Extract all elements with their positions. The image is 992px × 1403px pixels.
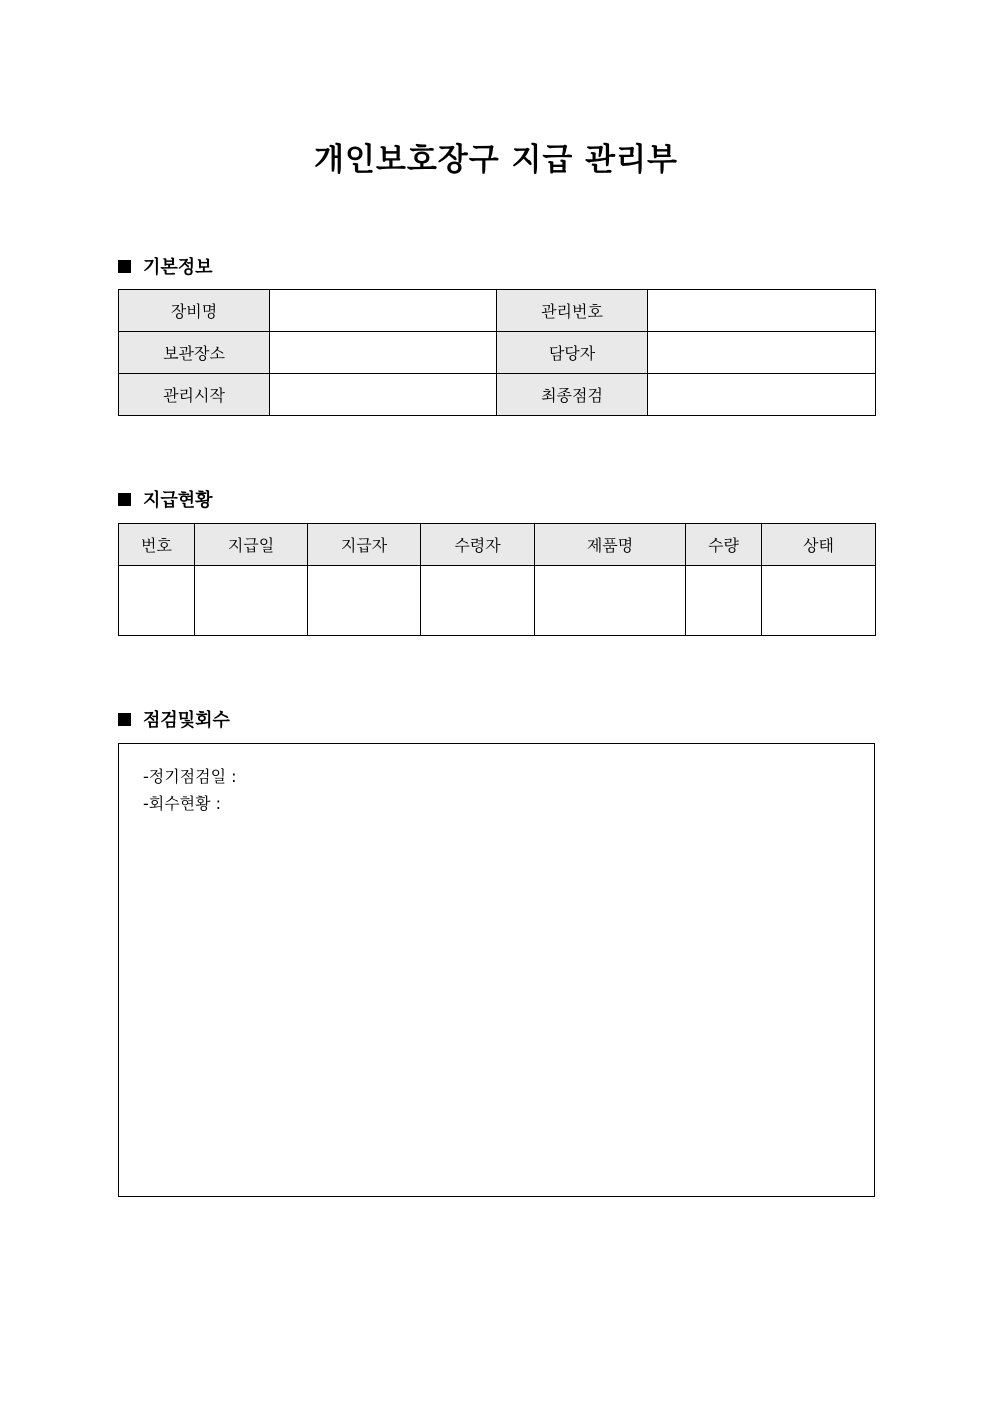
- issue-status-table: [118, 523, 876, 636]
- number-cell[interactable]: [119, 566, 195, 636]
- square-bullet-icon: [118, 493, 131, 506]
- square-bullet-icon: [118, 260, 131, 273]
- storage-location-field[interactable]: [270, 332, 497, 374]
- management-start-field[interactable]: [270, 374, 497, 416]
- management-number-field[interactable]: [648, 290, 876, 332]
- table-row: [119, 332, 876, 374]
- section-heading-label: 기본정보: [143, 257, 213, 278]
- recovery-status-line: -회수현황 :: [143, 794, 222, 813]
- section-heading-label: 점검및회수: [143, 710, 230, 731]
- table-row: [119, 566, 876, 636]
- quantity-cell[interactable]: [686, 566, 762, 636]
- inspection-recovery-box[interactable]: [118, 743, 875, 1197]
- column-header-number: 번호: [119, 524, 195, 566]
- person-in-charge-field[interactable]: [648, 332, 876, 374]
- final-inspection-field[interactable]: [648, 374, 876, 416]
- column-header-quantity: 수량: [686, 524, 762, 566]
- section-heading-inspection-recovery: [118, 706, 230, 732]
- square-bullet-icon: [118, 713, 131, 726]
- management-number-label: 관리번호: [497, 290, 648, 332]
- table-row: [119, 374, 876, 416]
- table-row: [119, 290, 876, 332]
- section-heading-basic-info: [118, 253, 213, 279]
- final-inspection-label: 최종점검: [497, 374, 648, 416]
- table-header-row: [119, 524, 876, 566]
- recipient-cell[interactable]: [421, 566, 535, 636]
- column-header-product-name: 제품명: [535, 524, 686, 566]
- regular-inspection-date-line: -정기점검일 :: [143, 767, 237, 786]
- column-header-recipient: 수령자: [421, 524, 535, 566]
- status-cell[interactable]: [762, 566, 876, 636]
- column-header-issue-date: 지급일: [195, 524, 308, 566]
- column-header-status: 상태: [762, 524, 876, 566]
- column-header-issuer: 지급자: [308, 524, 421, 566]
- management-start-label: 관리시작: [119, 374, 270, 416]
- product-name-cell[interactable]: [535, 566, 686, 636]
- equipment-name-field[interactable]: [270, 290, 497, 332]
- person-in-charge-label: 담당자: [497, 332, 648, 374]
- equipment-name-label: 장비명: [119, 290, 270, 332]
- page-title: 개인보호장구 지급 관리부: [314, 142, 678, 178]
- issue-date-cell[interactable]: [195, 566, 308, 636]
- basic-info-table: [118, 289, 876, 416]
- issuer-cell[interactable]: [308, 566, 421, 636]
- section-heading-issue-status: [118, 486, 213, 512]
- section-heading-label: 지급현황: [143, 490, 213, 511]
- storage-location-label: 보관장소: [119, 332, 270, 374]
